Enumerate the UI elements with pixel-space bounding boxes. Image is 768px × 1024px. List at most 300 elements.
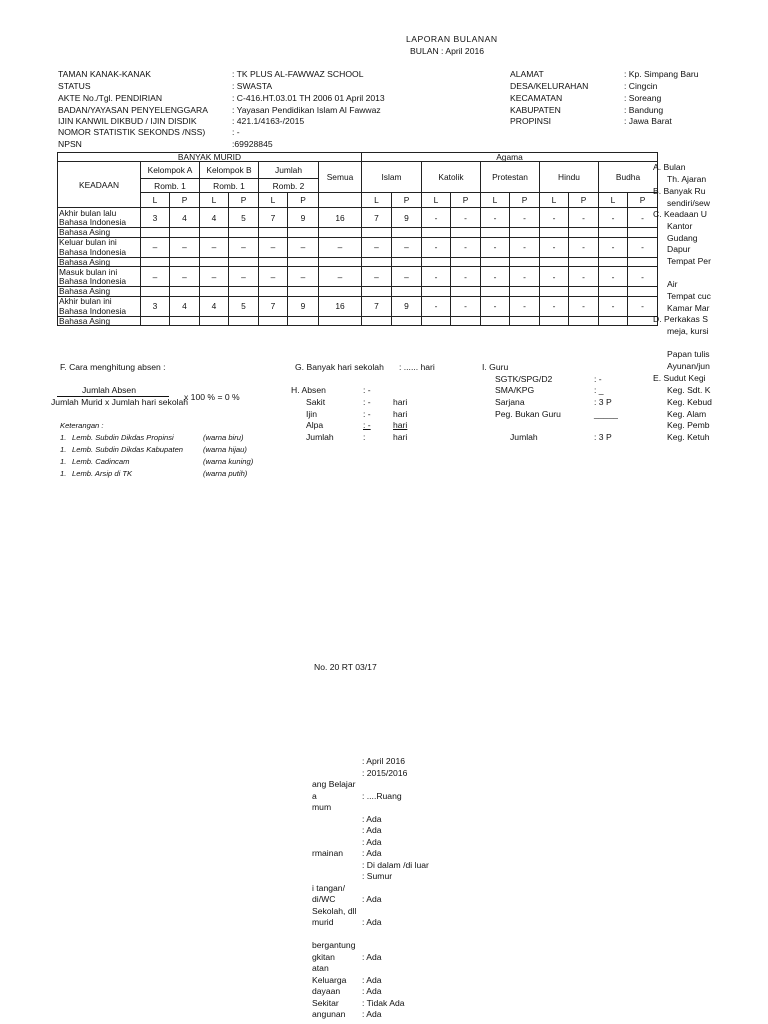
right-col-text: C. Keadaan U [653,209,707,219]
page2-label: Sekitar [312,997,339,1008]
empty-cell [599,257,628,266]
right-col-text: Tempat cuc [667,291,711,301]
right-col-text: Keg. Pemb [667,420,710,430]
l-header: L [259,193,288,208]
row-sublabel: Bahasa Asing [58,228,141,237]
address-footer: No. 20 RT 03/17 [314,662,377,672]
data-cell: - [422,237,451,257]
absen-denominator: Jumlah Murid x Jumlah hari sekolah [51,397,189,407]
keterangan-name: Lemb. Arsip di TK [72,469,133,478]
data-cell: – [362,237,392,257]
right-col-text: Dapur [667,244,691,254]
right-col-text: Kamar Mar [667,303,710,313]
l-header: L [599,193,628,208]
identity-label: AKTE No./Tgl. PENDIRIAN [58,93,163,103]
identity-label: ALAMAT [510,69,544,79]
data-cell: 5 [229,296,259,316]
empty-cell [422,287,451,296]
data-cell: 3 [141,296,170,316]
data-cell: - [540,296,569,316]
absen-numerator: Jumlah Absen [82,385,136,395]
identity-value: : - [232,127,240,137]
empty-cell [170,228,200,237]
empty-cell [422,228,451,237]
keterangan-color: (warna putih) [203,469,248,478]
row-sublabel: Bahasa Asing [58,257,141,266]
empty-cell [451,316,481,325]
table-row [58,237,658,247]
data-cell: – [141,237,170,257]
rombel-header: Romb. 1 [141,179,200,193]
empty-cell [288,228,319,237]
guru-row-label: Jumlah [510,432,538,442]
empty-cell [540,257,569,266]
empty-cell [510,316,540,325]
keterangan-color: (warna kuning) [203,457,254,466]
empty-cell [200,228,229,237]
data-cell: - [422,267,451,287]
p-header: P [569,193,599,208]
semua-header: Semua [319,162,362,193]
data-cell: - [451,296,481,316]
page2-label: Sekolah, dll [312,905,357,916]
data-cell: – [141,267,170,287]
page2-value: : Ada [362,951,382,962]
absen-row-label: Jumlah [306,432,334,442]
row-label-cell [58,208,141,228]
absen-denominator-clip [51,397,189,409]
data-cell: - [628,237,658,257]
row-label: Akhir bulan lalu [59,208,117,218]
data-cell: 3 [141,208,170,228]
student-table [57,152,658,326]
religion-header: Islam [362,162,422,193]
data-cell: 4 [170,208,200,228]
data-cell: – [170,267,200,287]
data-cell: - [451,208,481,228]
page2-label: mum [312,802,332,812]
absen-detail-title: H. Absen [291,385,326,395]
row-label-cell [58,296,141,316]
report-title: LAPORAN BULANAN [406,34,498,44]
guru-row-label: SMA/KPG [495,385,535,395]
absen-row-label: Alpa [306,420,324,430]
keadaan-header: KEADAAN [58,162,141,208]
empty-cell [510,228,540,237]
absen-result: x 100 % = 0 % [184,392,240,402]
keterangan-name: Lemb. Cadincam [72,457,130,466]
identity-label: IJIN KANWIL DIKBUD / IJIN DISDIK [58,116,197,126]
data-cell: 7 [259,208,288,228]
right-col-text: D. Perkakas S [653,314,708,324]
absen-row-value: : - [363,409,371,419]
row-label-cell [58,237,141,257]
right-col-text: Ayunan/jun [667,361,710,371]
empty-cell [288,257,319,266]
data-cell: – [170,237,200,257]
empty-cell [599,228,628,237]
data-cell: 7 [259,296,288,316]
absen-row-unit: hari [393,432,408,442]
page2-label: murid [312,917,334,927]
identity-label: NPSN [58,139,82,149]
absen-detail-title-value: : - [363,385,371,395]
page2-value: : Tidak Ada [362,997,405,1008]
empty-cell [362,316,392,325]
empty-cell [200,257,229,266]
l-header: L [422,193,451,208]
identity-label: NOMOR STATISTIK SEKONDS /NSS) [58,127,206,137]
page2-value: : Ada [362,825,382,835]
right-col-text: Keg. Sdt. K [667,385,711,395]
religion-header: Katolik [422,162,481,193]
data-cell: - [481,267,510,287]
absen-row-unit: hari [393,397,408,407]
data-cell: – [288,267,319,287]
empty-cell [229,287,259,296]
data-cell: - [481,296,510,316]
page2-value: : Ada [362,813,382,824]
empty-cell [362,257,392,266]
table-row [58,208,658,218]
guru-row-value: : _ [594,385,604,395]
identity-label: BADAN/YAYASAN PENYELENGGARA [58,105,208,115]
data-cell: – [288,237,319,257]
empty-cell [569,287,599,296]
guru-row-label: SGTK/SPG/D2 [495,374,553,384]
right-col-text: A. Bulan [653,162,686,172]
empty-cell [540,228,569,237]
empty-cell [319,316,362,325]
right-col-text: meja, kursi [667,326,709,336]
empty-cell [288,287,319,296]
page2-label: rmainan [312,848,344,858]
page2-label: gkitan [312,951,335,962]
right-col-text: E. Sudut Kegi [653,373,706,383]
empty-cell [141,316,170,325]
page2-value: : Di dalam /di luar [362,859,429,870]
page2-label: dayaan [312,986,341,996]
absen-row-value: : - [363,420,371,430]
row-sublabel: Bahasa Indonesia [59,246,127,257]
empty-cell [510,257,540,266]
identity-value: : 421.1/4163-/2015 [232,116,305,126]
empty-cell [599,287,628,296]
keterangan-num: 1. [60,457,67,466]
empty-cell [628,257,658,266]
page2-value: : Ada [362,1009,382,1019]
empty-cell [259,228,288,237]
empty-cell [422,257,451,266]
empty-cell [200,316,229,325]
page2-value: : Ada [362,836,382,847]
rombel-header: Romb. 2 [259,179,319,193]
keterangan-color: (warna hijau) [203,445,247,454]
banyak-murid-header: BANYAK MURID [58,153,362,162]
data-cell: - [451,237,481,257]
data-cell: 16 [319,208,362,228]
empty-cell [392,287,422,296]
page2-value: : Ada [362,917,382,927]
identity-value: : TK PLUS AL-FAWWAZ SCHOOL [232,69,364,79]
data-cell: - [481,208,510,228]
data-cell: - [599,296,628,316]
identity-value: : Soreang [624,93,662,103]
data-cell: - [510,208,540,228]
data-cell: - [628,208,658,228]
empty-cell [481,257,510,266]
page2-value: : Ada [362,986,382,996]
page2-label: a [312,790,317,801]
empty-cell [288,316,319,325]
empty-cell [170,257,200,266]
absen-row-label: Sakit [306,397,326,407]
data-cell: - [510,267,540,287]
page2-value: : Ada [362,894,382,904]
religion-header: Protestan [481,162,540,193]
empty-cell [259,257,288,266]
table-row [58,316,658,325]
identity-value: : Bandung [624,105,664,115]
absen-row-unit: hari [393,409,408,419]
semua-spacer [319,193,362,208]
l-header: L [362,193,392,208]
empty-cell [392,257,422,266]
p-header: P [288,193,319,208]
report-month: BULAN : April 2016 [410,46,485,56]
row-sublabel: Bahasa Asing [58,287,141,296]
identity-value: : Yayasan Pendidikan Islam Al Fawwaz [232,105,381,115]
lp-header-row [58,193,658,208]
page2-label: di/WC [312,894,336,904]
page2-label: ang Belajar [312,779,356,789]
right-col-text: Gudang [667,233,698,243]
row-label: Akhir bulan ini [59,296,112,307]
empty-cell [540,287,569,296]
data-cell: - [569,208,599,228]
right-col-text: Th. Ajaran [667,174,707,184]
row-label: Masuk bulan ini [59,266,118,277]
empty-cell [170,287,200,296]
row-sublabel: Bahasa Indonesia [59,305,127,316]
data-cell: - [481,237,510,257]
page2-value: : Ada [362,848,382,858]
empty-cell [481,316,510,325]
empty-cell [141,228,170,237]
data-cell: - [569,237,599,257]
kelompok-a-header: Kelompok A [141,162,200,179]
data-cell: 9 [392,208,422,228]
row-sublabel: Bahasa Indonesia [59,276,127,287]
page2-label: i tangan/ [312,882,345,893]
data-cell: - [422,296,451,316]
p-header: P [392,193,422,208]
row-label: Keluar bulan ini [59,237,117,248]
identity-value: : Cingcin [624,81,658,91]
data-cell: – [200,267,229,287]
jumlah-header: Jumlah [259,162,319,179]
guru-row-label: Peg. Bukan Guru [495,409,561,419]
identity-value: : SWASTA [232,81,273,91]
guru-row-value: : 3 P [594,432,612,442]
empty-cell [481,228,510,237]
empty-cell [569,228,599,237]
p-header: P [451,193,481,208]
data-cell: 7 [362,296,392,316]
absen-method-title: F. Cara menghitung absen : [60,362,166,372]
agama-header: Agama [362,153,658,162]
empty-cell [481,287,510,296]
l-header: L [481,193,510,208]
right-col-text: sendiri/sew [667,198,710,208]
empty-cell [319,228,362,237]
right-col-text: Kantor [667,221,693,231]
table-body [58,208,658,326]
data-cell: - [422,208,451,228]
table-row [58,287,658,296]
empty-cell [141,287,170,296]
page2-fragment [300,755,470,1024]
identity-label: STATUS [58,81,91,91]
empty-cell [451,287,481,296]
data-cell: - [540,267,569,287]
table-row [58,257,658,266]
empty-cell [229,228,259,237]
data-cell: - [599,267,628,287]
page2-label: angunan [312,1009,346,1019]
empty-cell [362,287,392,296]
data-cell: - [599,237,628,257]
identity-label: PROPINSI [510,116,552,126]
data-cell: - [510,237,540,257]
data-cell: – [319,237,362,257]
absen-row-label: Ijin [306,409,317,419]
table-row [58,228,658,237]
absen-row-value: : - [363,397,371,407]
page2-value: : 2015/2016 [362,767,408,778]
empty-cell [229,316,259,325]
identity-value: : C-416.HT.03.01 TH 2006 01 April 2013 [232,93,385,103]
identity-value: :69928845 [232,139,273,149]
data-cell: 4 [170,296,200,316]
right-col-text: B. Banyak Ru [653,186,706,196]
keterangan-color: (warna biru) [203,433,244,442]
data-cell: - [451,267,481,287]
data-cell: 5 [229,208,259,228]
p-header: P [510,193,540,208]
identity-label: KECAMATAN [510,93,563,103]
l-header: L [141,193,170,208]
data-cell: – [259,267,288,287]
guru-row-value: : - [594,374,602,384]
page2-value: : Ada [362,974,382,985]
guru-title: I. Guru [482,362,509,372]
data-cell: - [569,267,599,287]
data-cell: – [259,237,288,257]
empty-cell [628,287,658,296]
page2-value: : Sumur [362,871,393,881]
empty-cell [259,287,288,296]
empty-cell [569,257,599,266]
guru-row-value: : 3 P [594,397,612,407]
data-cell: – [319,267,362,287]
data-cell: – [229,267,259,287]
row-sublabel: Bahasa Indonesia [59,217,127,228]
right-col-text: Keg. Kebud [667,397,712,407]
absen-row-unit: hari [393,420,408,430]
p-header: P [628,193,658,208]
empty-cell [451,257,481,266]
empty-cell [229,257,259,266]
data-cell: - [628,267,658,287]
table-row [58,296,658,306]
table-row [58,267,658,277]
keterangan-num: 1. [60,445,67,454]
religion-header: Hindu [540,162,599,193]
empty-cell [599,316,628,325]
data-cell: – [392,237,422,257]
page2-label: bergantung [312,940,356,950]
identity-value: : Jawa Barat [624,116,672,126]
empty-cell [540,316,569,325]
empty-cell [422,316,451,325]
data-cell: – [229,237,259,257]
religion-header: Budha [599,162,658,193]
data-cell: 9 [288,296,319,316]
right-col-text: Papan tulis [667,349,710,359]
page2-label: Keluarga [312,974,347,985]
identity-label: DESA/KELURAHAN [510,81,589,91]
guru-row-label: Sarjana [495,397,525,407]
empty-cell [170,316,200,325]
page2-value: : ....Ruang [362,790,402,801]
empty-cell [259,316,288,325]
data-cell: - [628,296,658,316]
data-cell: 4 [200,208,229,228]
empty-cell [319,287,362,296]
empty-cell [569,316,599,325]
rombel-header: Romb. 1 [200,179,259,193]
row-label-cell [58,267,141,287]
empty-cell [200,287,229,296]
right-col-text: Keg. Ketuh [667,432,710,442]
data-cell: - [510,296,540,316]
data-cell: - [540,208,569,228]
empty-cell [392,316,422,325]
data-cell: 16 [319,296,362,316]
data-cell: 7 [362,208,392,228]
keterangan-num: 1. [60,469,67,478]
identity-label: KABUPATEN [510,105,561,115]
empty-cell [451,228,481,237]
empty-cell [392,228,422,237]
right-col-text: Keg. Alam [667,409,707,419]
l-header: L [540,193,569,208]
guru-row-value: _____ [594,409,618,419]
l-header: L [200,193,229,208]
data-cell: 4 [200,296,229,316]
p-header: P [170,193,200,208]
data-cell: – [392,267,422,287]
kelompok-b-header: Kelompok B [200,162,259,179]
keterangan-name: Lemb. Subdin Dikdas Propinsi [72,433,174,442]
data-cell: - [569,296,599,316]
keterangan-num: 1. [60,433,67,442]
data-cell: - [599,208,628,228]
page2-value: : April 2016 [362,756,405,766]
identity-label: TAMAN KANAK-KANAK [58,69,151,79]
right-col-text: Tempat Per [667,256,711,266]
